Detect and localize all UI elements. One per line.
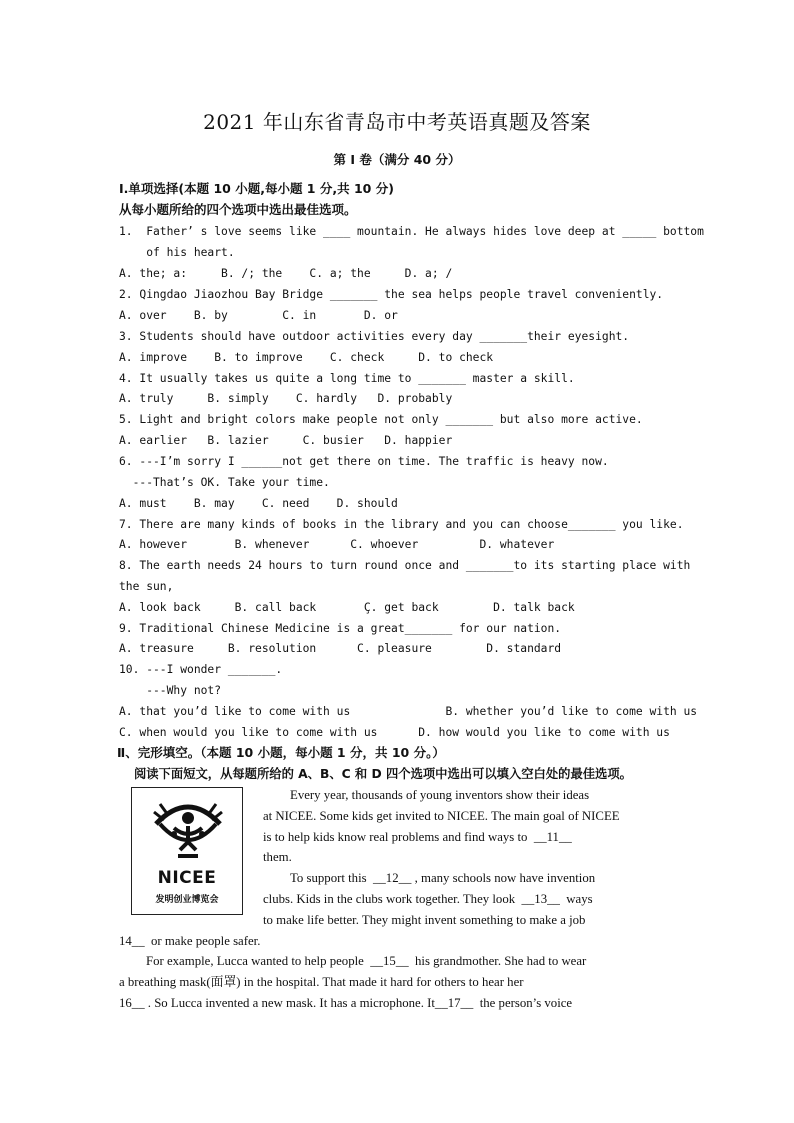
option-line: A. improve B. to improve C. check D. to check (119, 351, 494, 364)
passage-line: 16__ . So Lucca invented a new mask. It has a microphone. It__17__ the person’s voice (119, 996, 573, 1010)
passage-line: a breathing mask(面罩) in the hospital. That made it hard for others to hear her (119, 975, 524, 989)
passage-line: 14__ or make people safer. (119, 934, 261, 948)
option-line: A. earlier B. lazier C. busier D. happier (119, 434, 453, 447)
option-line: A. that you’d like to come with us B. whether you’d like to come with us (119, 705, 698, 718)
passage-line: at NICEE. Some kids get invited to NICEE. The main goal of NICEE (263, 809, 620, 823)
option-line: A. treasure B. resolution C. pleasure D. standard (119, 642, 562, 655)
question-line: the sun, (119, 580, 174, 593)
page-title: 2021 年山东省青岛市中考英语真题及答案 (203, 110, 591, 134)
passage-line: Every year, thousands of young inventors show their ideas (290, 788, 590, 802)
question-line: ---Why not? (119, 684, 222, 697)
question-line: 4. It usually takes us quite a long time to _______ master a skill. (119, 372, 575, 385)
question-line: 3. Students should have outdoor activities every day _______their eyesight. (119, 330, 630, 343)
paper-subtitle: 第 I 卷（满分 40 分） (333, 152, 461, 167)
logo-subtitle: 发明创业博览会 (155, 895, 219, 905)
passage-line: To support this __12__ , many schools now have invention (290, 871, 596, 885)
question-line: 6. ---I’m sorry I ______not get there on time. The traffic is heavy now. (119, 455, 609, 468)
question-line: of his heart. (119, 246, 235, 259)
option-line: A. must B. may C. need D. should (119, 497, 398, 510)
option-line: A. however B. whenever C. whoever D. whatever (119, 538, 555, 551)
section1-heading: I.单项选择(本题 10 小题,每小题 1 分,共 10 分) (119, 181, 394, 196)
section2-heading: Ⅱ、完形填空。（本题 10 小题，每小题 1 分，共 10 分。） (117, 745, 445, 760)
question-line: 5. Light and bright colors make people not only _______ but also more active. (119, 413, 643, 426)
passage-line: clubs. Kids in the clubs work together. They look __13__ ways (263, 892, 593, 906)
passage-line: them. (263, 850, 292, 864)
question-line: 2. Qingdao Jiaozhou Bay Bridge _______ the sea helps people travel conveniently. (119, 288, 664, 301)
passage-line: For example, Lucca wanted to help people __15__ his grandmother. She had to wear (146, 954, 587, 968)
nicee-emblem-icon (150, 794, 226, 868)
option-line: A. look back B. call back Ç. get back D. talk back (119, 601, 575, 614)
option-line: A. the; a: B. /; the C. a; the D. a; / (119, 267, 453, 280)
option-line: A. truly B. simply C. hardly D. probably (119, 392, 453, 405)
nicee-logo (131, 787, 243, 915)
question-line: 10. ---I wonder _______. (119, 663, 283, 676)
question-line: 8. The earth needs 24 hours to turn round once and _______to its starting place with (119, 559, 691, 572)
question-line: ---That’s OK. Take your time. (119, 476, 330, 489)
question-line: 1. Father’ s love seems like ____ mountain. He always hides love deep at _____ bottom (119, 225, 704, 238)
option-line: A. over B. by C. in D. or (119, 309, 398, 322)
question-line: 9. Traditional Chinese Medicine is a great_______ for our nation. (119, 622, 562, 635)
section1-instruction: 从每小题所给的四个选项中选出最佳选项。 (119, 202, 357, 217)
passage-line: is to help kids know real problems and find ways to __11__ (263, 830, 572, 844)
option-line: C. when would you like to come with us D. how would you like to come with us (119, 726, 670, 739)
question-line: 7. There are many kinds of books in the library and you can choose_______ you like. (119, 518, 684, 531)
passage-line: to make life better. They might invent something to make a job (263, 913, 586, 927)
logo-name: NICEE (157, 868, 217, 888)
section2-instruction: 阅读下面短文，从每题所给的 A、B、C 和 D 四个选项中选出可以填入空白处的最佳选项。 (134, 767, 632, 781)
